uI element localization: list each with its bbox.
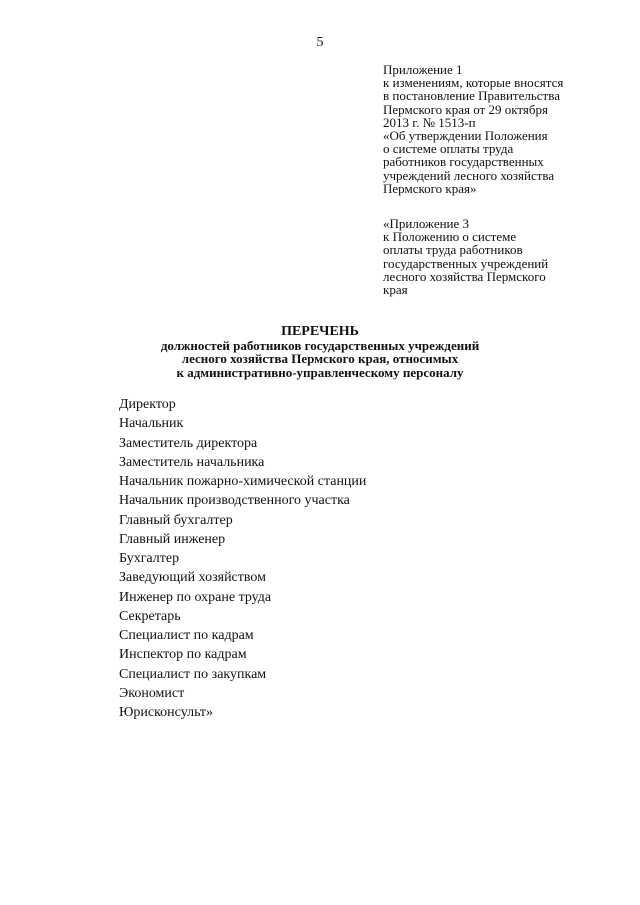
list-item: Заместитель директора: [119, 435, 258, 451]
list-item: Начальник: [119, 416, 184, 432]
list-item: Начальник производственного участка: [119, 493, 350, 509]
appendix-1-line: Пермского края от 29 октября: [383, 101, 548, 117]
document-title: [0, 324, 640, 379]
list-item: Специалист по закупкам: [119, 666, 267, 682]
appendix-3-line: оплаты труда работников: [383, 242, 523, 258]
title-subline: должностей работников государственных учреждений: [160, 338, 480, 353]
list-item: Заведующий хозяйством: [119, 570, 266, 586]
title-main: ПЕРЕЧЕНЬ: [281, 324, 359, 339]
positions-list: [119, 395, 366, 722]
title-subline: к административно-управленческому персоналу: [176, 364, 464, 380]
appendix-3-header: [383, 217, 623, 296]
appendix-1-line: Пермского края»: [383, 180, 477, 196]
appendix-1-line: к изменениям, которые вносятся: [383, 75, 564, 91]
appendix-1-line: 2013 г. № 1513-п: [383, 114, 476, 130]
appendix-3-line: лесного хозяйства Пермского: [383, 268, 546, 284]
list-item: Инженер по охране труда: [119, 589, 272, 605]
appendix-1-line: о системе оплаты труда: [383, 141, 514, 157]
appendix-3-line: к Положению о системе: [383, 229, 517, 245]
list-item: Экономист: [119, 685, 185, 701]
appendix-1-line: Приложение 1: [383, 62, 463, 77]
list-item: Инспектор по кадрам: [119, 647, 247, 663]
list-item: Начальник пожарно-химической станции: [119, 474, 367, 489]
appendix-3-line: государственных учреждений: [383, 255, 549, 271]
appendix-1-line: учреждений лесного хозяйства: [383, 167, 555, 183]
list-item: Заместитель начальника: [119, 454, 265, 470]
appendix-1-line: «Об утверждении Положения: [383, 128, 548, 144]
appendix-1-header: [383, 63, 623, 195]
appendix-1-line: работников государственных: [383, 154, 544, 170]
list-item: Главный инженер: [119, 531, 226, 547]
appendix-1-line: в постановление Правительства: [383, 88, 560, 104]
list-item: Юрисконсульт»: [119, 705, 214, 720]
list-item: Директор: [119, 397, 176, 412]
title-subline: лесного хозяйства Пермского края, относимых: [181, 351, 459, 367]
list-item: Секретарь: [119, 608, 181, 624]
appendix-3-line: «Приложение 3: [383, 216, 470, 231]
appendix-3-line: края: [383, 282, 408, 298]
page-number: 5: [316, 35, 324, 50]
list-item: Специалист по кадрам: [119, 628, 254, 643]
list-item: Бухгалтер: [119, 551, 180, 566]
list-item: Главный бухгалтер: [119, 512, 233, 528]
